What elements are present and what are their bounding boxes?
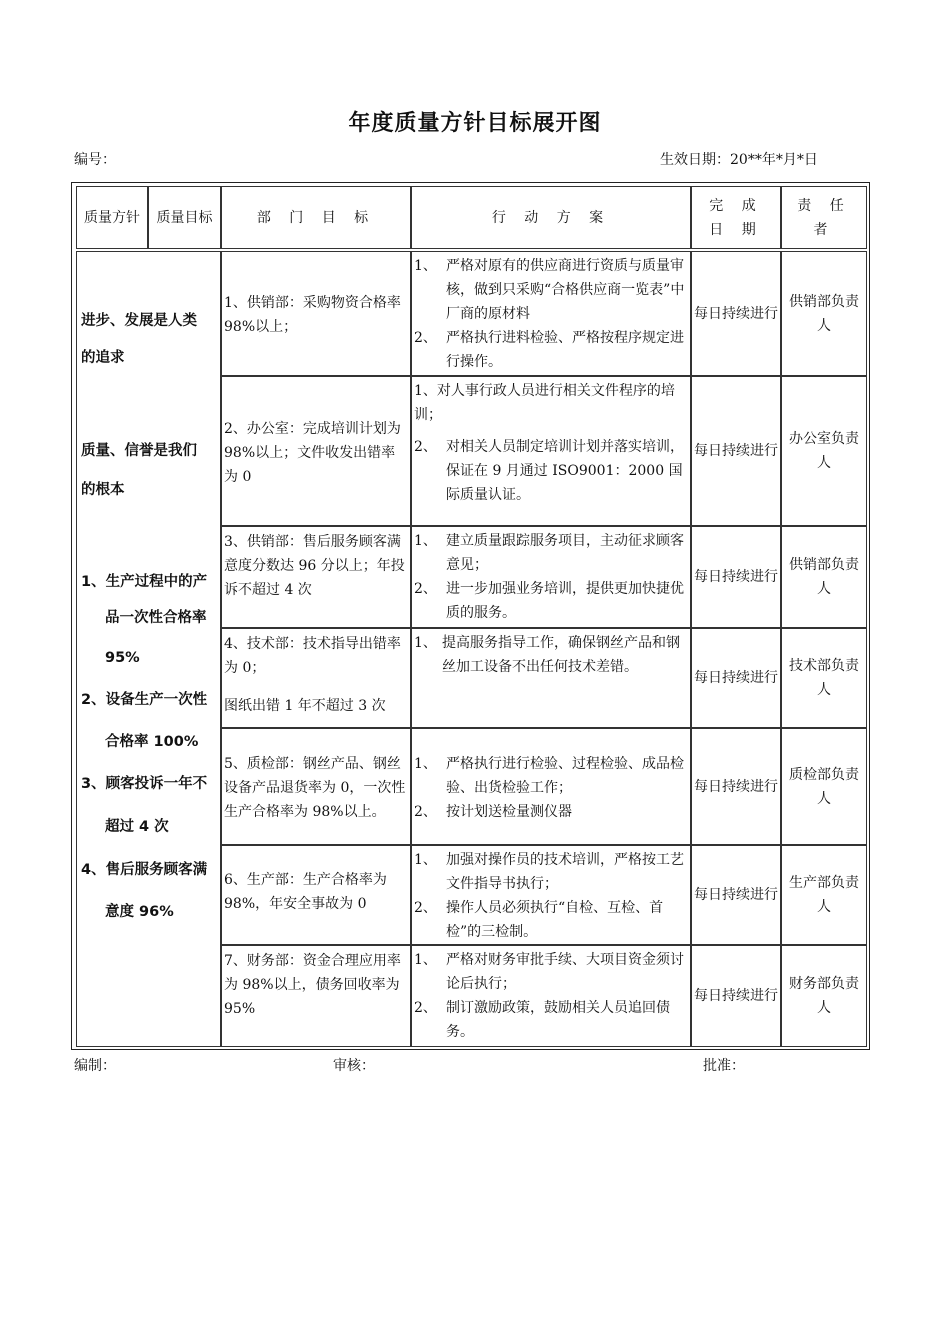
responsible-cell: 供销部负责人 bbox=[781, 251, 867, 376]
action-item-number: 1、 bbox=[414, 952, 437, 968]
effective-date: 生效日期：20**年*月*日 bbox=[660, 152, 818, 168]
header-policy: 质量方针 bbox=[76, 186, 148, 249]
action-item bbox=[414, 435, 688, 507]
action-item bbox=[414, 379, 688, 427]
action-item-text: 加强对操作员的技术培训，严格按工艺文件指导书执行； bbox=[446, 852, 684, 892]
action-plan-cell bbox=[411, 628, 691, 728]
dept-goal-cell bbox=[221, 728, 411, 845]
action-item-text: 严格执行进行检验、过程检验、成品检验、出货检验工作； bbox=[446, 755, 684, 796]
policy-line: 质量、信誉是我们 bbox=[81, 443, 197, 459]
quality-policy-cell bbox=[76, 251, 221, 1047]
header-dept-goal: 部 门 目 标 bbox=[221, 186, 411, 249]
completion-date-cell: 每日持续进行 bbox=[691, 526, 781, 628]
action-item bbox=[414, 631, 688, 679]
action-plan-cell bbox=[411, 526, 691, 628]
action-plan-cell bbox=[411, 728, 691, 845]
approved-by-label: 批准： bbox=[703, 1058, 745, 1074]
action-plan-cell bbox=[411, 945, 691, 1047]
action-item bbox=[414, 577, 688, 625]
action-item-text: 操作人员必须执行“自检、互检、首检”的三检制。 bbox=[446, 900, 664, 940]
action-item bbox=[414, 800, 688, 824]
policy-line: 的根本 bbox=[81, 482, 125, 498]
responsible-cell: 质检部负责人 bbox=[781, 728, 867, 845]
action-item-number: 1、 bbox=[414, 258, 437, 274]
responsible-cell: 供销部负责人 bbox=[781, 526, 867, 628]
compiled-by-label: 编制： bbox=[74, 1058, 116, 1074]
policy-line: 超过 4 次 bbox=[105, 819, 169, 835]
action-item-number: 1、 bbox=[414, 852, 437, 868]
action-plan-cell bbox=[411, 845, 691, 945]
completion-date-cell: 每日持续进行 bbox=[691, 945, 781, 1047]
action-item-number: 1、 bbox=[414, 635, 437, 651]
action-item-text: 1、对人事行政人员进行相关文件程序的培训； bbox=[414, 383, 675, 423]
action-item-number: 2、 bbox=[414, 439, 437, 455]
reviewed-by-label: 审核： bbox=[333, 1058, 375, 1074]
action-item bbox=[414, 948, 688, 996]
policy-line: 品一次性合格率 bbox=[105, 610, 207, 626]
action-item-text: 建立质量跟踪服务项目，主动征求顾客意见； bbox=[446, 533, 684, 573]
responsible-cell: 办公室负责人 bbox=[781, 376, 867, 526]
dept-goal-cell bbox=[221, 526, 411, 628]
dept-goal-cell bbox=[221, 628, 411, 728]
policy-line: 95% bbox=[105, 650, 140, 666]
action-item-text: 按计划送检量测仪器 bbox=[446, 803, 572, 820]
dept-goal-cell bbox=[221, 845, 411, 945]
action-item-text: 进一步加强业务培训，提供更加快捷优质的服务。 bbox=[446, 581, 684, 621]
header-completion-date: 完 成 日 期 bbox=[691, 186, 781, 249]
action-item-number: 1、 bbox=[414, 533, 437, 549]
policy-line: 3、顾客投诉一年不 bbox=[81, 776, 208, 792]
policy-line: 进步、发展是人类 bbox=[81, 313, 197, 329]
policy-line: 4、售后服务顾客满 bbox=[81, 862, 208, 878]
header-action-plan: 行 动 方 案 bbox=[411, 186, 691, 249]
action-item-text: 提高服务指导工作，确保钢丝产品和钢丝加工设备不出任何技术差错。 bbox=[442, 635, 680, 675]
policy-line: 意度 96% bbox=[105, 904, 174, 920]
header-responsible: 责 任 者 bbox=[781, 186, 867, 249]
action-item-number: 2、 bbox=[414, 330, 437, 346]
action-item-text: 对相关人员制定培训计划并落实培训，保证在 9 月通过 ISO9001：2000 国际质量认证。 bbox=[446, 439, 684, 503]
policy-line: 合格率 100% bbox=[105, 734, 199, 750]
action-item-number: 2、 bbox=[414, 581, 437, 597]
action-item-number: 1、 bbox=[414, 755, 437, 772]
action-item-text: 严格执行进料检验、严格按程序规定进行操作。 bbox=[446, 330, 684, 370]
dept-goal-text: 5、质检部：钢丝产品、钢丝设备产品退货率为 0，一次性生产合格率为 98%以上。 bbox=[224, 756, 406, 820]
action-item bbox=[414, 254, 688, 326]
policy-line: 的追求 bbox=[81, 350, 125, 366]
action-item-text: 制订激励政策，鼓励相关人员追回债务。 bbox=[446, 1000, 670, 1040]
policy-line: 1、生产过程中的产 bbox=[81, 574, 208, 590]
responsible-cell: 财务部负责人 bbox=[781, 945, 867, 1047]
completion-date-cell: 每日持续进行 bbox=[691, 376, 781, 526]
dept-goal-text: 7、财务部：资金合理应用率为 98%以上，债务回收率为 95% bbox=[224, 953, 401, 1017]
action-item-number: 2、 bbox=[414, 1000, 437, 1016]
action-item-number: 2、 bbox=[414, 900, 437, 916]
action-item bbox=[414, 848, 688, 896]
completion-date-cell: 每日持续进行 bbox=[691, 251, 781, 376]
dept-goal-cell bbox=[221, 251, 411, 376]
action-item bbox=[414, 529, 688, 577]
document-title: 年度质量方针目标展开图 bbox=[348, 111, 602, 136]
action-item bbox=[414, 752, 688, 800]
dept-goal-text: 4、技术部：技术指导出错率为 0； bbox=[224, 636, 401, 676]
dept-goal-cell bbox=[221, 376, 411, 526]
dept-goal-text: 2、办公室：完成培训计划为 98%以上；文件收发出错率为 0 bbox=[224, 420, 401, 485]
document-number-label: 编号： bbox=[74, 152, 116, 168]
completion-date-cell: 每日持续进行 bbox=[691, 845, 781, 945]
action-item bbox=[414, 896, 688, 944]
dept-goal-text: 1、供销部：采购物资合格率 98%以上； bbox=[224, 295, 401, 335]
completion-date-cell: 每日持续进行 bbox=[691, 628, 781, 728]
responsible-cell: 生产部负责人 bbox=[781, 845, 867, 945]
responsible-cell: 技术部负责人 bbox=[781, 628, 867, 728]
action-item-text: 严格对财务审批手续、大项目资金须讨论后执行； bbox=[446, 952, 684, 992]
action-plan-cell bbox=[411, 376, 691, 526]
header-goal: 质量目标 bbox=[148, 186, 221, 249]
dept-goal-text: 3、供销部：售后服务顾客满意度分数达 96 分以上；年投诉不超过 4 次 bbox=[224, 534, 405, 598]
dept-goal-text: 图纸出错 1 年不超过 3 次 bbox=[224, 698, 386, 714]
action-item-number: 2、 bbox=[414, 803, 437, 820]
policy-goal-table bbox=[71, 182, 870, 1050]
dept-goal-cell bbox=[221, 945, 411, 1047]
action-item-text: 严格对原有的供应商进行资质与质量审核，做到只采购“合格供应商一览表”中厂商的原材料 bbox=[446, 258, 685, 322]
action-plan-cell bbox=[411, 251, 691, 376]
action-item bbox=[414, 326, 688, 374]
policy-line: 2、设备生产一次性 bbox=[81, 692, 208, 708]
completion-date-cell: 每日持续进行 bbox=[691, 728, 781, 845]
dept-goal-text: 6、生产部：生产合格率为 98%，年安全事故为 0 bbox=[224, 872, 387, 912]
action-item bbox=[414, 996, 688, 1044]
